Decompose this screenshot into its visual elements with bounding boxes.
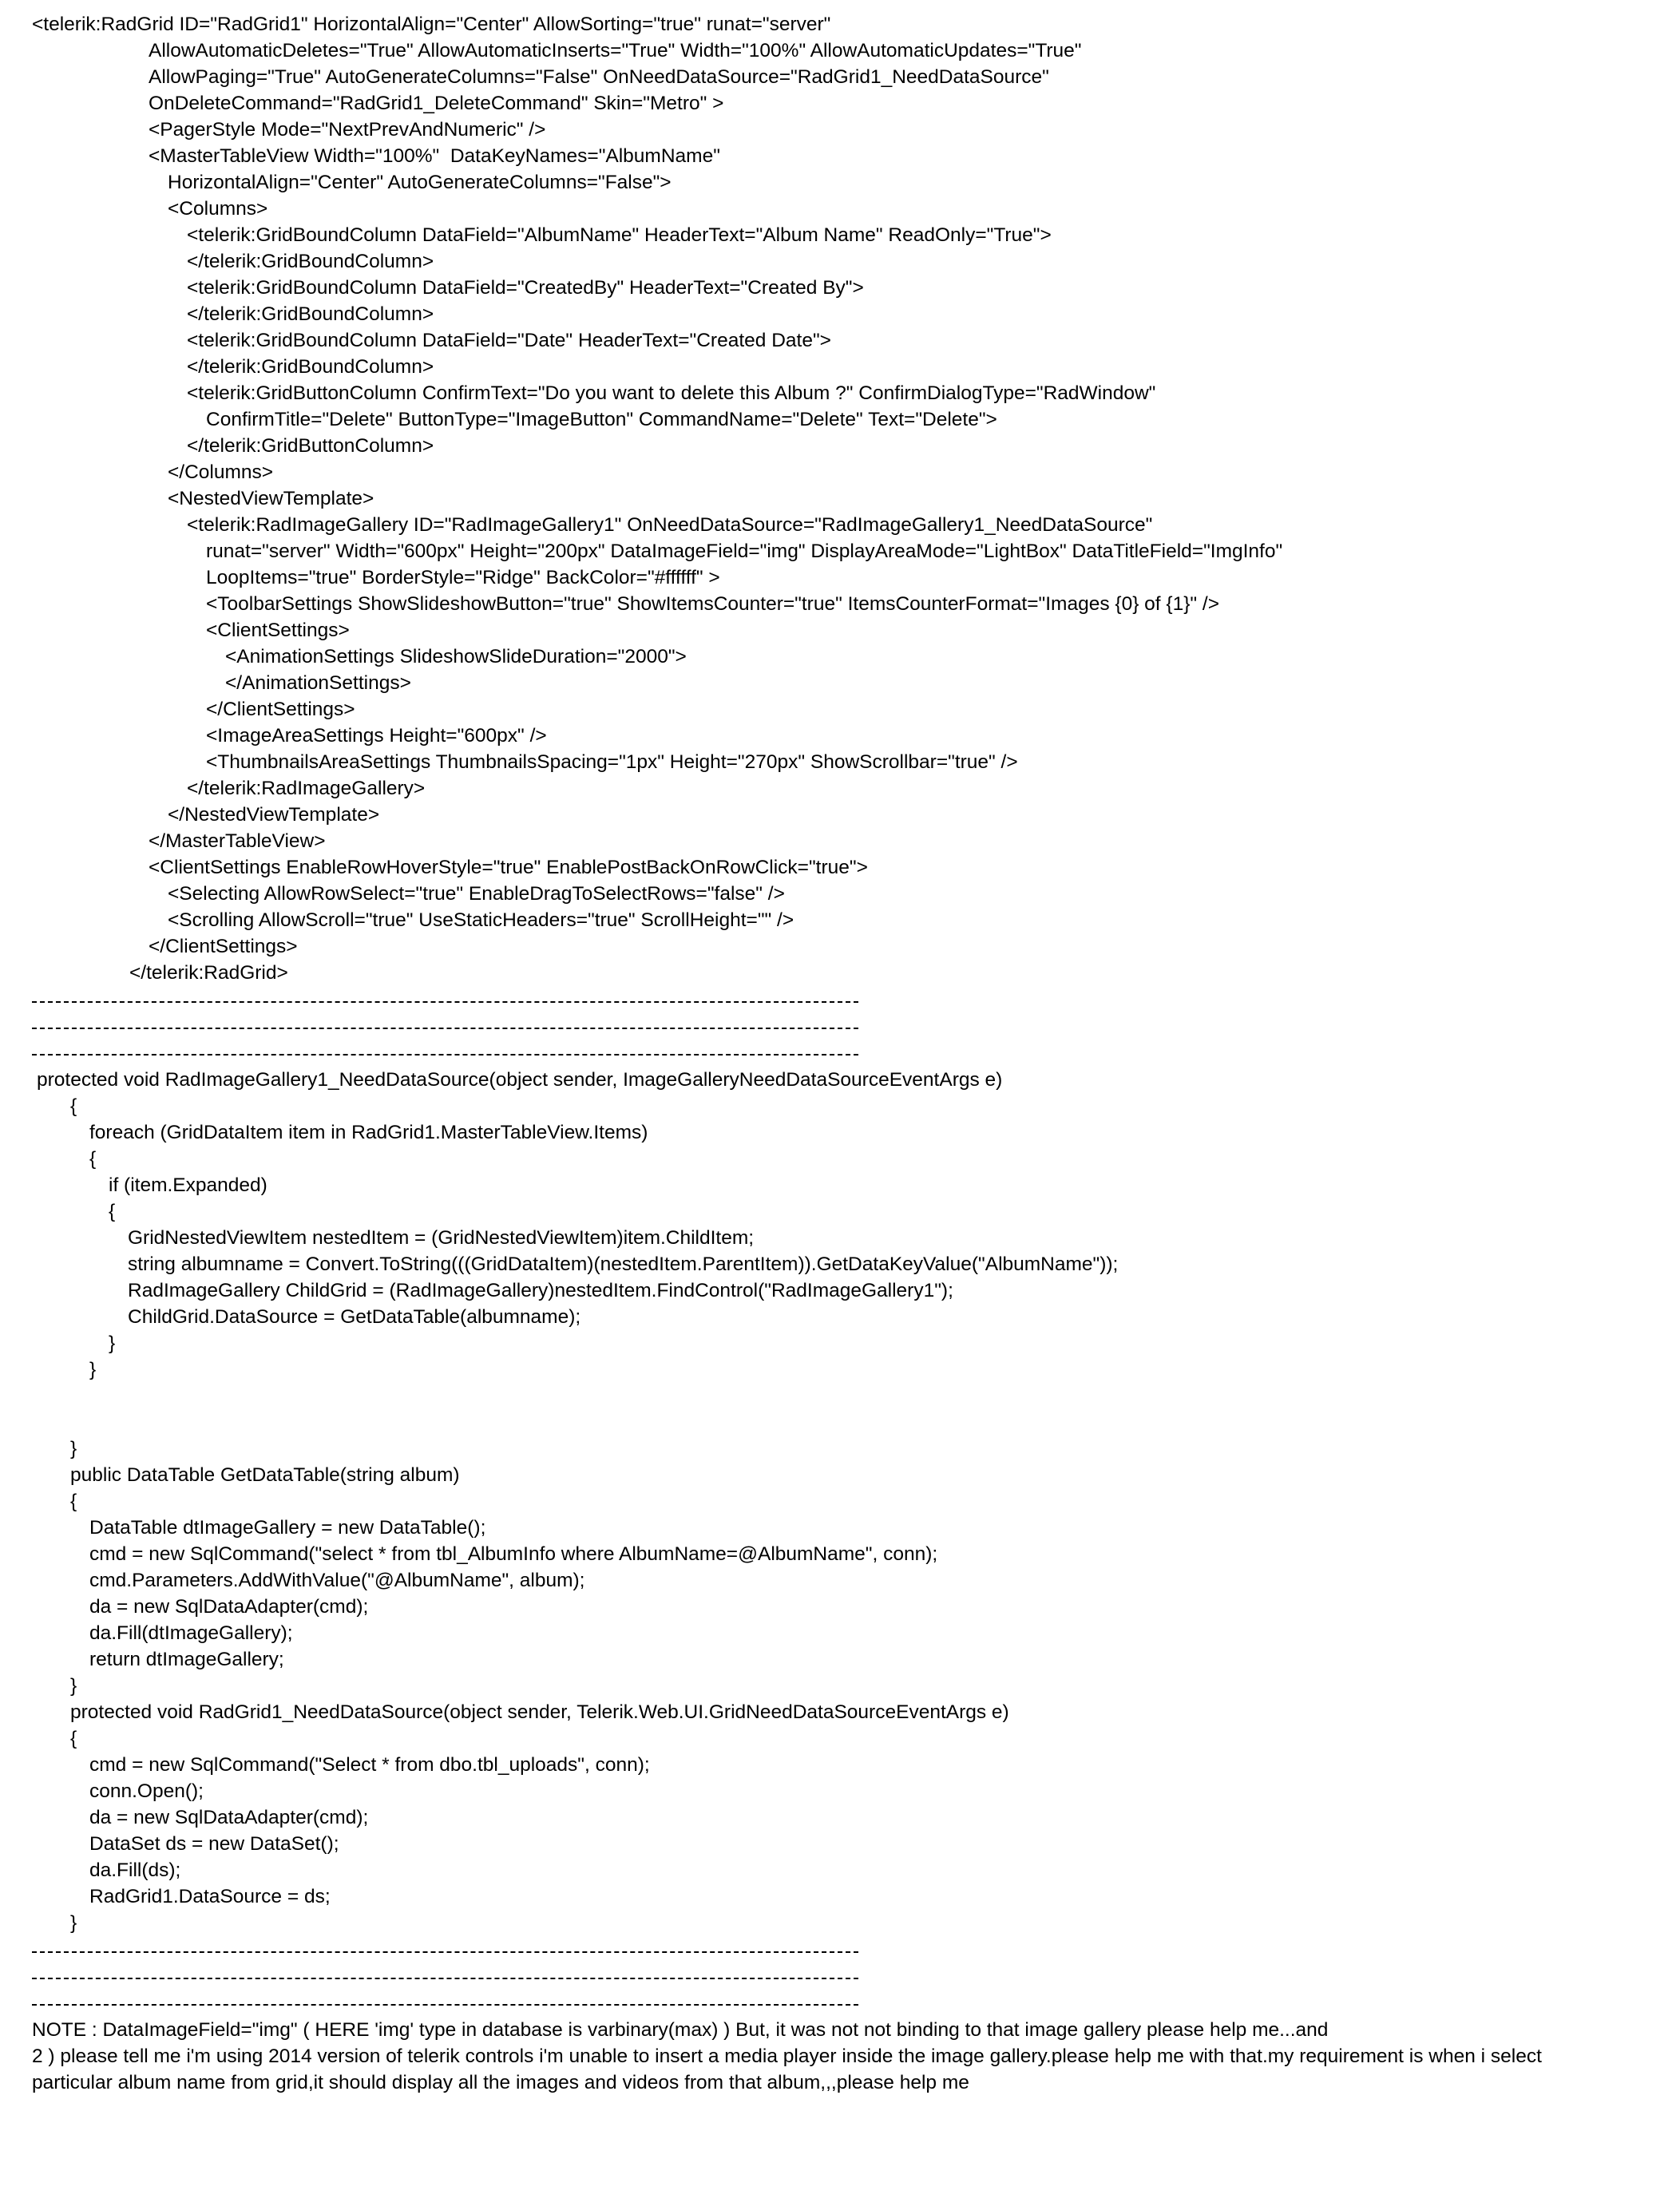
code-line: DataSet ds = new DataSet(); [89, 1833, 339, 1855]
code-line: RadImageGallery ChildGrid = (RadImageGallery)nestedItem.FindControl("RadImageGallery1"); [128, 1280, 953, 1301]
code-line: { [70, 1095, 77, 1117]
code-line: cmd.Parameters.AddWithValue("@AlbumName", album); [89, 1570, 585, 1591]
markup-line: <NestedViewTemplate> [168, 488, 374, 509]
separator-line [32, 1054, 858, 1055]
markup-line: <telerik:GridBoundColumn DataField="CreatedBy" HeaderText="Created By"> [187, 277, 864, 299]
markup-line: </telerik:RadImageGallery> [187, 778, 426, 799]
code-line: return dtImageGallery; [89, 1649, 284, 1670]
code-line: } [89, 1359, 97, 1380]
code-line: foreach (GridDataItem item in RadGrid1.MasterTableView.Items) [89, 1122, 648, 1143]
markup-line: <telerik:GridButtonColumn ConfirmText="Do you want to delete this Album ?" ConfirmDialogType="RadWindow" [187, 382, 1156, 404]
note-line: NOTE : DataImageField="img" ( HERE 'img' type in database is varbinary(max) ) But, it was not not binding to that image gallery please help me...and [32, 2019, 1329, 2041]
markup-line: </telerik:GridBoundColumn> [187, 303, 434, 325]
markup-line: </telerik:GridBoundColumn> [187, 356, 434, 378]
separator-line [32, 1951, 858, 1953]
markup-line: </Columns> [168, 461, 274, 483]
markup-line: </ClientSettings> [149, 936, 298, 957]
code-line: { [70, 1728, 77, 1749]
separator-line [32, 2004, 858, 2006]
markup-line: <AnimationSettings SlideshowSlideDuration="2000"> [225, 646, 687, 667]
markup-line: runat="server" Width="600px" Height="200px" DataImageField="img" DisplayAreaMode="LightBox" DataTitleField="ImgInfo" [206, 541, 1283, 562]
code-line: da.Fill(dtImageGallery); [89, 1622, 293, 1644]
code-line: } [70, 1675, 77, 1697]
markup-line: <PagerStyle Mode="NextPrevAndNumeric" /> [149, 119, 546, 141]
markup-line: <telerik:RadGrid ID="RadGrid1" HorizontalAlign="Center" AllowSorting="true" runat="server" [32, 14, 831, 35]
code-line: da.Fill(ds); [89, 1859, 181, 1881]
code-line: DataTable dtImageGallery = new DataTable(); [89, 1517, 486, 1539]
markup-line: <Scrolling AllowScroll="true" UseStaticHeaders="true" ScrollHeight="" /> [168, 909, 794, 931]
code-line: } [70, 1438, 77, 1459]
code-line: { [89, 1148, 97, 1170]
separator-line [32, 1001, 858, 1003]
markup-line: </telerik:GridBoundColumn> [187, 251, 434, 272]
markup-line: <Selecting AllowRowSelect="true" EnableDragToSelectRows="false" /> [168, 883, 785, 905]
code-line: } [70, 1912, 77, 1934]
markup-line: <ClientSettings> [206, 620, 350, 641]
markup-line: <telerik:GridBoundColumn DataField="AlbumName" HeaderText="Album Name" ReadOnly="True"> [187, 224, 1052, 246]
code-line: protected void RadGrid1_NeedDataSource(object sender, Telerik.Web.UI.GridNeedDataSourceEventArgs e) [70, 1701, 1009, 1723]
code-line: conn.Open(); [89, 1780, 204, 1802]
markup-line: </telerik:GridButtonColumn> [187, 435, 434, 457]
code-line: } [109, 1333, 116, 1354]
markup-line: AllowPaging="True" AutoGenerateColumns="False" OnNeedDataSource="RadGrid1_NeedDataSource" [149, 66, 1049, 88]
code-line: string albumname = Convert.ToString(((GridDataItem)(nestedItem.ParentItem)).GetDataKeyValue("AlbumName")); [128, 1254, 1119, 1275]
markup-line: <telerik:GridBoundColumn DataField="Date" HeaderText="Created Date"> [187, 330, 831, 351]
code-line: da = new SqlDataAdapter(cmd); [89, 1596, 369, 1618]
markup-line: </ClientSettings> [206, 699, 355, 720]
code-line: public DataTable GetDataTable(string album) [70, 1464, 460, 1486]
code-line: protected void RadImageGallery1_NeedDataSource(object sender, ImageGalleryNeedDataSourceEventArgs e) [37, 1069, 1003, 1091]
markup-line: <Columns> [168, 198, 268, 220]
markup-line: LoopItems="true" BorderStyle="Ridge" BackColor="#ffffff" > [206, 567, 720, 588]
markup-line: </telerik:RadGrid> [129, 962, 288, 984]
note-line: 2 ) please tell me i'm using 2014 version of telerik controls i'm unable to insert a media player inside the image gallery.please help me with that.my requirement is when i select [32, 2046, 1542, 2067]
markup-line: </NestedViewTemplate> [168, 804, 380, 826]
code-line: cmd = new SqlCommand("select * from tbl_AlbumInfo where AlbumName=@AlbumName", conn); [89, 1543, 938, 1565]
markup-line: ConfirmTitle="Delete" ButtonType="ImageButton" CommandName="Delete" Text="Delete"> [206, 409, 997, 430]
markup-line: <MasterTableView Width="100%" DataKeyNames="AlbumName" [149, 145, 720, 167]
separator-line [32, 1028, 858, 1029]
note-line: particular album name from grid,it should display all the images and videos from that album,,,please help me [32, 2072, 969, 2093]
code-line: GridNestedViewItem nestedItem = (GridNestedViewItem)item.ChildItem; [128, 1227, 755, 1249]
markup-line: </MasterTableView> [149, 830, 326, 852]
markup-line: </AnimationSettings> [225, 672, 411, 694]
code-line: { [70, 1491, 77, 1512]
markup-line: AllowAutomaticDeletes="True" AllowAutomaticInserts="True" Width="100%" AllowAutomaticUpdates="True" [149, 40, 1082, 61]
code-line: RadGrid1.DataSource = ds; [89, 1886, 331, 1907]
markup-line: <ClientSettings EnableRowHoverStyle="true" EnablePostBackOnRowClick="true"> [149, 857, 868, 878]
markup-line: <telerik:RadImageGallery ID="RadImageGallery1" OnNeedDataSource="RadImageGallery1_NeedDataSource" [187, 514, 1153, 536]
markup-line: <ImageAreaSettings Height="600px" /> [206, 725, 547, 747]
markup-line: <ThumbnailsAreaSettings ThumbnailsSpacing="1px" Height="270px" ShowScrollbar="true" /> [206, 751, 1018, 773]
markup-line: OnDeleteCommand="RadGrid1_DeleteCommand" Skin="Metro" > [149, 93, 724, 114]
code-line: da = new SqlDataAdapter(cmd); [89, 1807, 369, 1828]
code-line: if (item.Expanded) [109, 1174, 267, 1196]
code-line: ChildGrid.DataSource = GetDataTable(albumname); [128, 1306, 581, 1328]
code-line: cmd = new SqlCommand("Select * from dbo.tbl_uploads", conn); [89, 1754, 650, 1776]
code-line: { [109, 1201, 116, 1222]
markup-line: <ToolbarSettings ShowSlideshowButton="true" ShowItemsCounter="true" ItemsCounterFormat="Images {0} of {1}" /> [206, 593, 1220, 615]
markup-line: HorizontalAlign="Center" AutoGenerateColumns="False"> [168, 172, 672, 193]
separator-line [32, 1978, 858, 1979]
